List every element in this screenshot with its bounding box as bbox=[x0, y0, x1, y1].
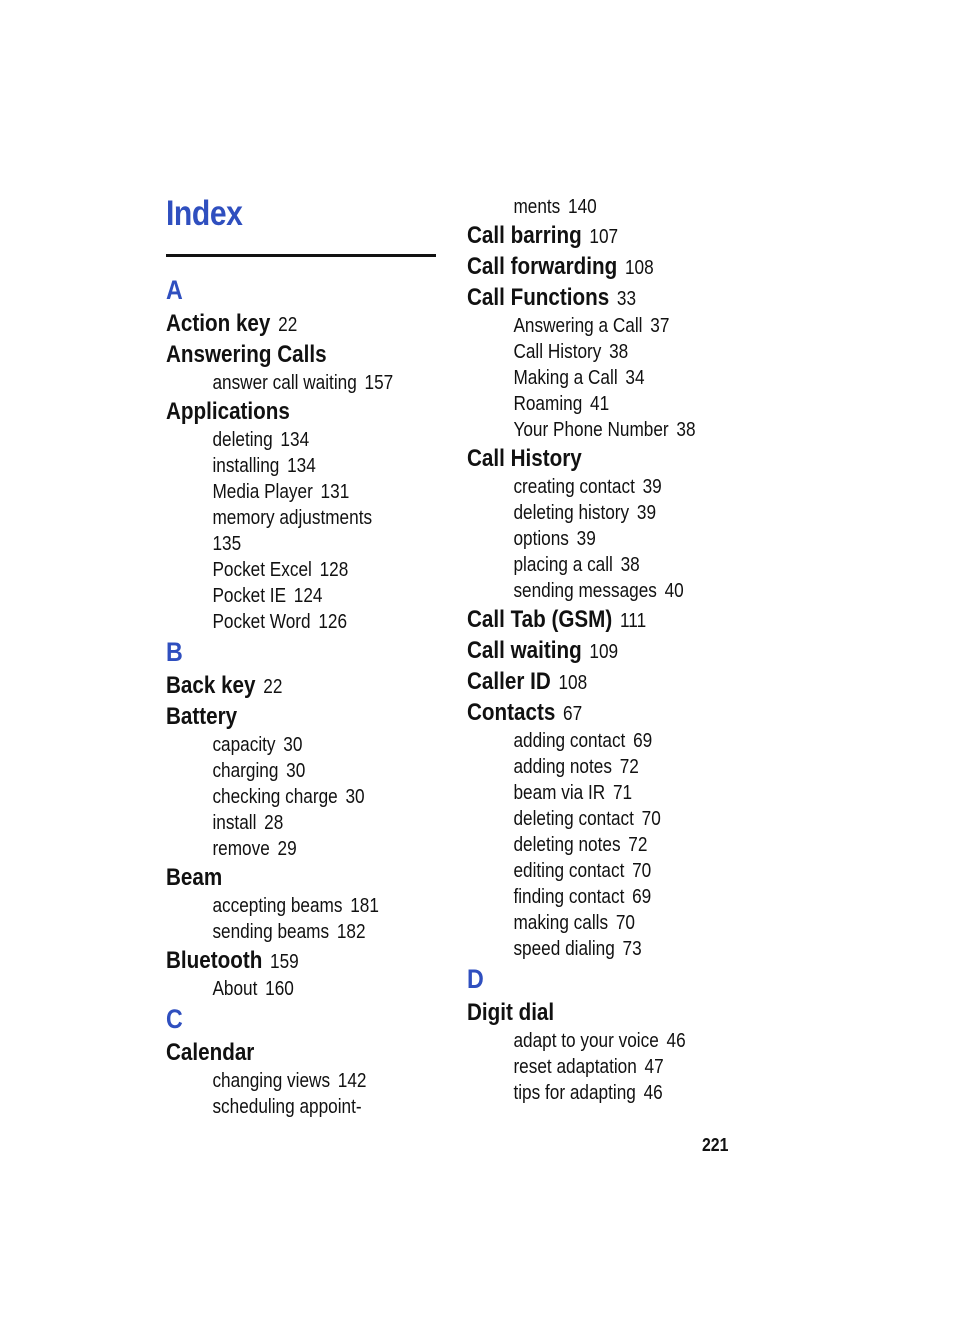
index-subentry bbox=[166, 453, 393, 479]
entry-term: accepting beams bbox=[212, 895, 343, 917]
entry-page-number: 40 bbox=[664, 580, 684, 602]
entry-term: checking charge bbox=[212, 786, 338, 808]
entry-term: speed dialing bbox=[513, 938, 615, 960]
index-section-letter bbox=[467, 962, 696, 997]
index-subentry bbox=[166, 609, 393, 635]
index-subentry bbox=[467, 832, 696, 858]
entry-page-number: 46 bbox=[666, 1030, 686, 1052]
entry-page-number: 160 bbox=[265, 978, 294, 1000]
section-letter-text: D bbox=[467, 964, 484, 994]
entry-page-number: 70 bbox=[632, 860, 652, 882]
index-subentry bbox=[166, 893, 393, 919]
index-subentry bbox=[166, 479, 393, 505]
entry-page-number: 37 bbox=[650, 315, 670, 337]
index-entry bbox=[467, 697, 696, 728]
index-subentry bbox=[467, 474, 696, 500]
entry-term: Pocket Excel bbox=[212, 559, 312, 581]
entry-page-number: 71 bbox=[612, 782, 633, 804]
entry-page-number: 38 bbox=[620, 554, 640, 576]
entry-page-number: 70 bbox=[615, 912, 635, 934]
entry-page-number: 128 bbox=[319, 559, 349, 581]
entry-page-number: 39 bbox=[636, 502, 657, 524]
entry-page-number: 28 bbox=[264, 812, 284, 834]
entry-term: Action key bbox=[166, 310, 271, 337]
entry-page-number: 140 bbox=[568, 196, 597, 218]
entry-term: Media Player bbox=[212, 481, 313, 503]
entry-page-number: 142 bbox=[337, 1070, 367, 1092]
section-letter-text: A bbox=[166, 275, 183, 305]
index-subentry bbox=[166, 836, 393, 862]
index-subentry bbox=[467, 391, 696, 417]
index-subentry bbox=[467, 552, 696, 578]
index-entry bbox=[166, 396, 393, 427]
entry-term: deleting bbox=[212, 429, 273, 451]
index-entry bbox=[467, 443, 696, 474]
entry-page-number: 39 bbox=[576, 528, 596, 550]
index-entry bbox=[166, 339, 393, 370]
index-subentry bbox=[166, 557, 393, 583]
entry-term: Roaming bbox=[513, 393, 583, 415]
entry-term: capacity bbox=[212, 734, 276, 756]
entry-page-number: 72 bbox=[619, 756, 639, 778]
index-entry bbox=[166, 1037, 393, 1068]
entry-term: 135 bbox=[212, 533, 242, 555]
index-subentry bbox=[467, 417, 696, 443]
entry-term: sending beams bbox=[212, 921, 330, 943]
index-subentry bbox=[467, 728, 696, 754]
entry-page-number: 72 bbox=[628, 834, 648, 856]
entry-page-number: 108 bbox=[624, 257, 654, 279]
index-subentry bbox=[166, 976, 393, 1002]
index-entry bbox=[166, 701, 393, 732]
entry-term: Call waiting bbox=[467, 637, 582, 664]
entry-term: scheduling appoint- bbox=[212, 1096, 362, 1118]
entry-term: deleting history bbox=[513, 502, 630, 524]
entry-page-number: 30 bbox=[345, 786, 365, 808]
index-entry bbox=[467, 251, 696, 282]
entry-page-number: 182 bbox=[336, 921, 366, 943]
index-subentry bbox=[467, 884, 696, 910]
entry-term: deleting contact bbox=[513, 808, 634, 830]
index-subentry bbox=[467, 526, 696, 552]
entry-term: adding contact bbox=[513, 730, 626, 752]
entry-page-number: 109 bbox=[589, 641, 619, 663]
entry-page-number: 159 bbox=[270, 951, 299, 973]
index-subentry bbox=[166, 370, 393, 396]
entry-term: Pocket IE bbox=[212, 585, 287, 607]
index-entry bbox=[166, 862, 393, 893]
index-subentry bbox=[467, 578, 696, 604]
entry-page-number: 46 bbox=[643, 1082, 663, 1104]
entry-page-number: 73 bbox=[622, 938, 642, 960]
entry-term: Answering a Call bbox=[513, 315, 643, 337]
title-divider bbox=[166, 254, 436, 257]
entry-term: tips for adapting bbox=[513, 1082, 636, 1104]
index-entry bbox=[467, 604, 696, 635]
entry-term: editing contact bbox=[513, 860, 625, 882]
entry-term: placing a call bbox=[513, 554, 613, 576]
entry-term: creating contact bbox=[513, 476, 635, 498]
index-section-letter bbox=[166, 635, 393, 670]
index-column-left bbox=[166, 273, 430, 1120]
index-section-letter bbox=[166, 273, 393, 308]
entry-page-number: 30 bbox=[283, 734, 303, 756]
index-subentry bbox=[467, 500, 696, 526]
index-subentry bbox=[166, 505, 393, 531]
entry-term: Call History bbox=[513, 341, 602, 363]
entry-page-number: 38 bbox=[676, 419, 696, 441]
entry-page-number: 38 bbox=[609, 341, 629, 363]
entry-page-number: 107 bbox=[589, 226, 619, 248]
entry-term: beam via IR bbox=[513, 782, 606, 804]
index-subentry bbox=[467, 858, 696, 884]
entry-term: changing views bbox=[212, 1070, 331, 1092]
entry-page-number: 30 bbox=[286, 760, 306, 782]
index-subentry bbox=[467, 313, 696, 339]
entry-page-number: 22 bbox=[278, 314, 298, 336]
entry-term: Call Functions bbox=[467, 284, 610, 311]
entry-term: Digit dial bbox=[467, 999, 555, 1026]
entry-term: Caller ID bbox=[467, 668, 551, 695]
entry-term: Your Phone Number bbox=[513, 419, 669, 441]
entry-term: deleting notes bbox=[513, 834, 621, 856]
entry-term: answer call waiting bbox=[212, 372, 357, 394]
index-subentry bbox=[166, 758, 393, 784]
index-subentry bbox=[166, 427, 393, 453]
index-subentry bbox=[467, 339, 696, 365]
entry-term: options bbox=[513, 528, 569, 550]
index-subentry bbox=[467, 194, 696, 220]
entry-page-number: 39 bbox=[642, 476, 662, 498]
index-entry bbox=[166, 945, 393, 976]
entry-page-number: 134 bbox=[287, 455, 316, 477]
entry-term: Answering Calls bbox=[166, 341, 327, 368]
entry-page-number: 70 bbox=[641, 808, 661, 830]
entry-term: finding contact bbox=[513, 886, 625, 908]
entry-term: Contacts bbox=[467, 699, 556, 726]
entry-page-number: 69 bbox=[632, 886, 652, 908]
index-subentry bbox=[166, 919, 393, 945]
entry-term: Making a Call bbox=[513, 367, 618, 389]
entry-term: installing bbox=[212, 455, 280, 477]
entry-term: memory adjustments bbox=[212, 507, 373, 529]
entry-page-number: 67 bbox=[563, 703, 583, 725]
index-subentry bbox=[467, 936, 696, 962]
entry-page-number: 181 bbox=[350, 895, 379, 917]
entry-term: Bluetooth bbox=[166, 947, 263, 974]
entry-term: About bbox=[212, 978, 258, 1000]
entry-term: sending messages bbox=[513, 580, 657, 602]
entry-term: charging bbox=[212, 760, 279, 782]
entry-page-number: 157 bbox=[364, 372, 394, 394]
index-subentry bbox=[166, 531, 393, 557]
index-subentry bbox=[467, 910, 696, 936]
entry-page-number: 108 bbox=[558, 672, 588, 694]
index-subentry bbox=[467, 1080, 696, 1106]
entry-term: Pocket Word bbox=[212, 611, 311, 633]
entry-term: Applications bbox=[166, 398, 290, 425]
entry-term: Calendar bbox=[166, 1039, 255, 1066]
index-entry bbox=[166, 670, 393, 701]
entry-term: Call barring bbox=[467, 222, 582, 249]
index-subentry bbox=[467, 365, 696, 391]
index-subentry bbox=[166, 1068, 393, 1094]
entry-page-number: 41 bbox=[590, 393, 610, 415]
index-subentry bbox=[166, 784, 393, 810]
entry-page-number: 131 bbox=[320, 481, 350, 503]
index-subentry bbox=[467, 1054, 696, 1080]
entry-page-number: 111 bbox=[619, 610, 647, 632]
entry-term: reset adaptation bbox=[513, 1056, 637, 1078]
index-entry bbox=[467, 997, 696, 1028]
page-title: Index bbox=[166, 194, 243, 233]
entry-term: adding notes bbox=[513, 756, 612, 778]
entry-page-number: 69 bbox=[633, 730, 653, 752]
entry-page-number: 47 bbox=[644, 1056, 664, 1078]
entry-term: remove bbox=[212, 838, 270, 860]
entry-term: Call forwarding bbox=[467, 253, 618, 280]
entry-page-number: 134 bbox=[280, 429, 310, 451]
index-section-letter bbox=[166, 1002, 393, 1037]
index-entry bbox=[467, 666, 696, 697]
entry-page-number: 126 bbox=[318, 611, 348, 633]
entry-page-number: 33 bbox=[616, 288, 637, 310]
entry-page-number: 22 bbox=[263, 676, 283, 698]
index-entry bbox=[467, 282, 696, 313]
index-subentry bbox=[166, 1094, 393, 1120]
entry-term: making calls bbox=[513, 912, 609, 934]
page-number: 221 bbox=[702, 1135, 729, 1155]
entry-term: adapt to your voice bbox=[513, 1030, 659, 1052]
index-entry bbox=[467, 220, 696, 251]
section-letter-text: B bbox=[166, 637, 183, 667]
index-entry bbox=[166, 308, 393, 339]
index-entry bbox=[467, 635, 696, 666]
entry-page-number: 29 bbox=[277, 838, 297, 860]
entry-term: Battery bbox=[166, 703, 238, 730]
index-subentry bbox=[467, 780, 696, 806]
entry-term: install bbox=[212, 812, 257, 834]
section-letter-text: C bbox=[166, 1004, 183, 1034]
index-column-right bbox=[467, 194, 733, 1106]
index-subentry bbox=[467, 754, 696, 780]
index-subentry bbox=[166, 810, 393, 836]
index-subentry bbox=[467, 806, 696, 832]
entry-term: Call Tab (GSM) bbox=[467, 606, 613, 633]
entry-page-number: 124 bbox=[293, 585, 323, 607]
index-subentry bbox=[166, 583, 393, 609]
index-subentry bbox=[467, 1028, 696, 1054]
entry-page-number: 34 bbox=[625, 367, 645, 389]
index-subentry bbox=[166, 732, 393, 758]
entry-term: ments bbox=[513, 196, 561, 218]
entry-term: Beam bbox=[166, 864, 223, 891]
entry-term: Back key bbox=[166, 672, 256, 699]
entry-term: Call History bbox=[467, 445, 582, 472]
